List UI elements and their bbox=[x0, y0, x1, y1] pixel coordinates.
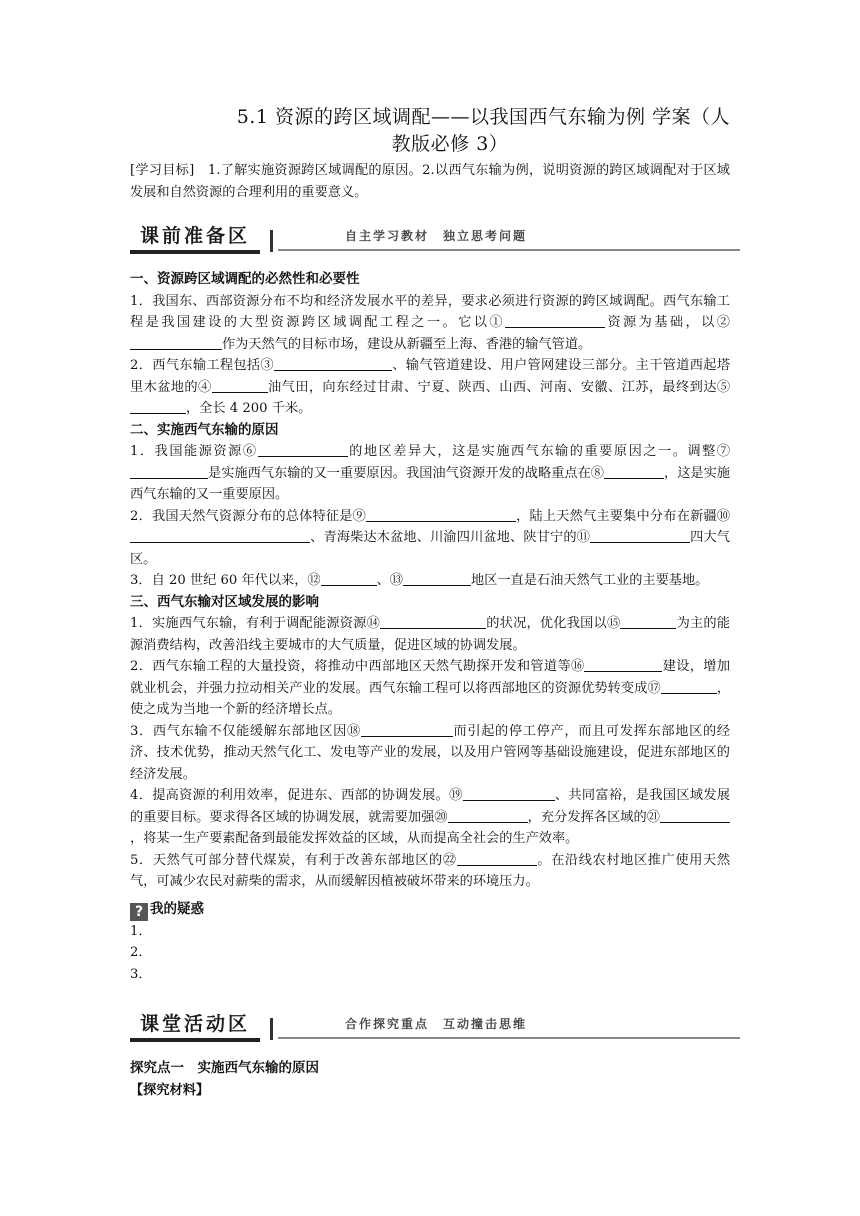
sec2-para-1 bbox=[130, 441, 730, 506]
text: 而引起的停工停产，而且可发挥东部地区的经济、技术优势，推动天然气化工、发电等产业的发展，以及用户管网等基础设施建设，促进东部地区的经济发展。 bbox=[130, 723, 730, 782]
blank-4[interactable] bbox=[212, 378, 268, 393]
blank-8[interactable] bbox=[604, 464, 664, 479]
text: 5．天然气可部分替代煤炭，有利于改善东部地区的㉒ bbox=[130, 852, 457, 868]
section-banner-inclass bbox=[130, 1010, 740, 1042]
banner-tag: 课堂活动区 bbox=[130, 1010, 260, 1042]
blank-12[interactable] bbox=[321, 571, 377, 586]
text: 作为天然气的目标市场，建设从新疆至上海、香港的输气管道。 bbox=[222, 336, 592, 352]
text: 3．西气东输不仅能缓解东部地区因⑱ bbox=[130, 723, 361, 739]
blank-7[interactable] bbox=[130, 464, 208, 479]
text: 1．我国能源资源⑥ bbox=[130, 444, 258, 459]
learning-objectives bbox=[130, 160, 730, 203]
banner-tag: 课前准备区 bbox=[130, 222, 260, 254]
text: 四大气区。 bbox=[130, 530, 730, 567]
text: 3．自 20 世纪 60 年代以来，⑫ bbox=[130, 573, 321, 588]
text: 、输气管道建设、用户管网建设三部分。主干管道西起塔里木盆地的④ bbox=[130, 358, 731, 395]
text: 2．西气东输工程的大量投资，将推动中西部地区天然气勘探开发和管道等⑯ bbox=[130, 659, 585, 674]
text: 是实施西气东输的又一重要原因。我国油气资源开发的战略重点在⑧ bbox=[208, 465, 604, 481]
text: ，将某一生产要素配备到最能发挥效益的区域，从而提高全社会的生产效率。 bbox=[130, 831, 579, 846]
banner-line bbox=[278, 1037, 740, 1039]
blank-10[interactable] bbox=[130, 528, 310, 543]
text: 的地区差异大，这是实施西气东输的重要原因之一。调整⑦ bbox=[347, 444, 731, 459]
text: 、共同富裕，是我国区域发展的重要目标。要求得各区域的协调发展，就需要加强⑳ bbox=[130, 788, 731, 825]
blank-22[interactable] bbox=[457, 851, 537, 866]
doubt-item[interactable]: 1． bbox=[130, 923, 152, 939]
blank-2[interactable] bbox=[130, 335, 222, 350]
text: 为主的能源消费结构，改善沿线主要城市的大气质量，促进区域的协调发展。 bbox=[130, 616, 731, 653]
sec3-para-2 bbox=[130, 656, 730, 721]
banner-divider bbox=[270, 1018, 273, 1040]
text: 2．西气东输工程包括③ bbox=[130, 358, 274, 373]
sec3-para-4 bbox=[130, 785, 730, 850]
sec1-para-1 bbox=[130, 291, 730, 356]
banner-subtitle: 合作探究重点 互动撞击思维 bbox=[345, 1017, 528, 1031]
blank-20[interactable] bbox=[448, 808, 528, 823]
text: ，陆上天然气主要集中分布在新疆⑩ bbox=[515, 508, 731, 524]
text: 4．提高资源的利用效率，促进东、西部的协调发展。⑲ bbox=[130, 788, 463, 803]
blank-5[interactable] bbox=[130, 399, 186, 414]
sec1-para-2 bbox=[130, 355, 730, 420]
blank-3[interactable] bbox=[274, 356, 392, 371]
blank-6[interactable] bbox=[258, 442, 348, 457]
banner-line bbox=[278, 249, 740, 251]
text: 1．我国东、西部资源分布不均和经济发展水平的差异，要求必须进行资源的跨区域调配。西气东输工程是我国建设的大型资源跨区域调配工程之一。它以① bbox=[130, 293, 730, 330]
text: 2．我国天然气资源分布的总体特征是⑨ bbox=[130, 508, 366, 524]
blank-1[interactable] bbox=[505, 313, 605, 328]
text: 、青海柴达木盆地、川渝四川盆地、陕甘宁的⑪ bbox=[310, 530, 591, 545]
title-line-2: 教版必修 3） bbox=[391, 133, 509, 155]
section-heading-1: 一、资源跨区域调配的必然性和必要性 bbox=[130, 271, 360, 287]
explore-point-title: 探究点一 实施西气东输的原因 bbox=[130, 1060, 319, 1076]
blank-15[interactable] bbox=[620, 614, 676, 629]
text: ，这是实施西气东输的又一重要原因。 bbox=[130, 465, 730, 502]
question-icon: ? bbox=[130, 903, 148, 921]
text: ，充分发挥各区域的㉑ bbox=[527, 809, 661, 825]
blank-19[interactable] bbox=[463, 786, 555, 801]
blank-14[interactable] bbox=[380, 614, 486, 629]
section-heading-2: 二、实施西气东输的原因 bbox=[130, 421, 279, 438]
text: 地区一直是石油天然气工业的主要基地。 bbox=[470, 573, 709, 588]
banner-divider bbox=[270, 230, 273, 252]
text: ，使之成为当地一个新的经济增长点。 bbox=[130, 680, 731, 717]
text: ，全长 4 200 千米。 bbox=[186, 401, 312, 416]
page-title bbox=[130, 104, 730, 158]
sec3-para-5 bbox=[130, 850, 730, 893]
text: 的状况，优化我国以⑮ bbox=[486, 616, 621, 631]
doubts-heading bbox=[130, 899, 730, 921]
section-heading-3: 三、西气东输对区域发展的影响 bbox=[130, 593, 319, 610]
blank-13[interactable] bbox=[403, 571, 471, 586]
blank-18[interactable] bbox=[361, 722, 453, 737]
text: 资源为基础，以② bbox=[605, 315, 730, 330]
text: 建设，增加就业机会，并强力拉动相关产业的发展。西气东输工程可以将西部地区的资源优势转变成⑰ bbox=[130, 659, 731, 696]
sec3-para-1 bbox=[130, 613, 730, 656]
text: 。在沿线农村地区推广使用天然气，可减少农民对薪柴的需求，从而缓解因植被破坏带来的环境压力。 bbox=[130, 852, 731, 889]
blank-9[interactable] bbox=[366, 507, 516, 522]
preclass-content bbox=[130, 269, 730, 985]
objectives-text: [学习目标] 1.了解实施资源跨区域调配的原因。2.以西气东输为例，说明资源的跨区域调配对于区域发展和自然资源的合理利用的重要意义。 bbox=[130, 163, 730, 200]
banner-subtitle: 自主学习教材 独立思考问题 bbox=[345, 229, 528, 243]
blank-17[interactable] bbox=[661, 679, 717, 694]
doubt-item[interactable]: 2． bbox=[130, 945, 152, 960]
sec2-para-3 bbox=[130, 570, 730, 592]
doubts-label: 我的疑惑 bbox=[150, 900, 204, 917]
blank-16[interactable] bbox=[584, 657, 662, 672]
doubt-item[interactable]: 3． bbox=[130, 966, 152, 982]
text: 、⑬ bbox=[376, 573, 403, 588]
title-line-1: 5.1 资源的跨区域调配——以我国西气东输为例 学案（人 bbox=[236, 106, 730, 128]
text: 1．实施西气东输，有利于调配能源资源⑭ bbox=[130, 616, 381, 631]
section-banner-preclass bbox=[130, 222, 740, 254]
explore-material-label: 【探究材料】 bbox=[130, 1082, 210, 1098]
inclass-content bbox=[130, 1058, 730, 1101]
text: 油气田，向东经过甘肃、宁夏、陕西、山西、河南、安徽、江苏，最终到达⑤ bbox=[267, 379, 731, 395]
sec2-para-2 bbox=[130, 506, 730, 571]
blank-11[interactable] bbox=[590, 528, 690, 543]
blank-21[interactable] bbox=[660, 808, 730, 823]
sec3-para-3 bbox=[130, 721, 730, 786]
